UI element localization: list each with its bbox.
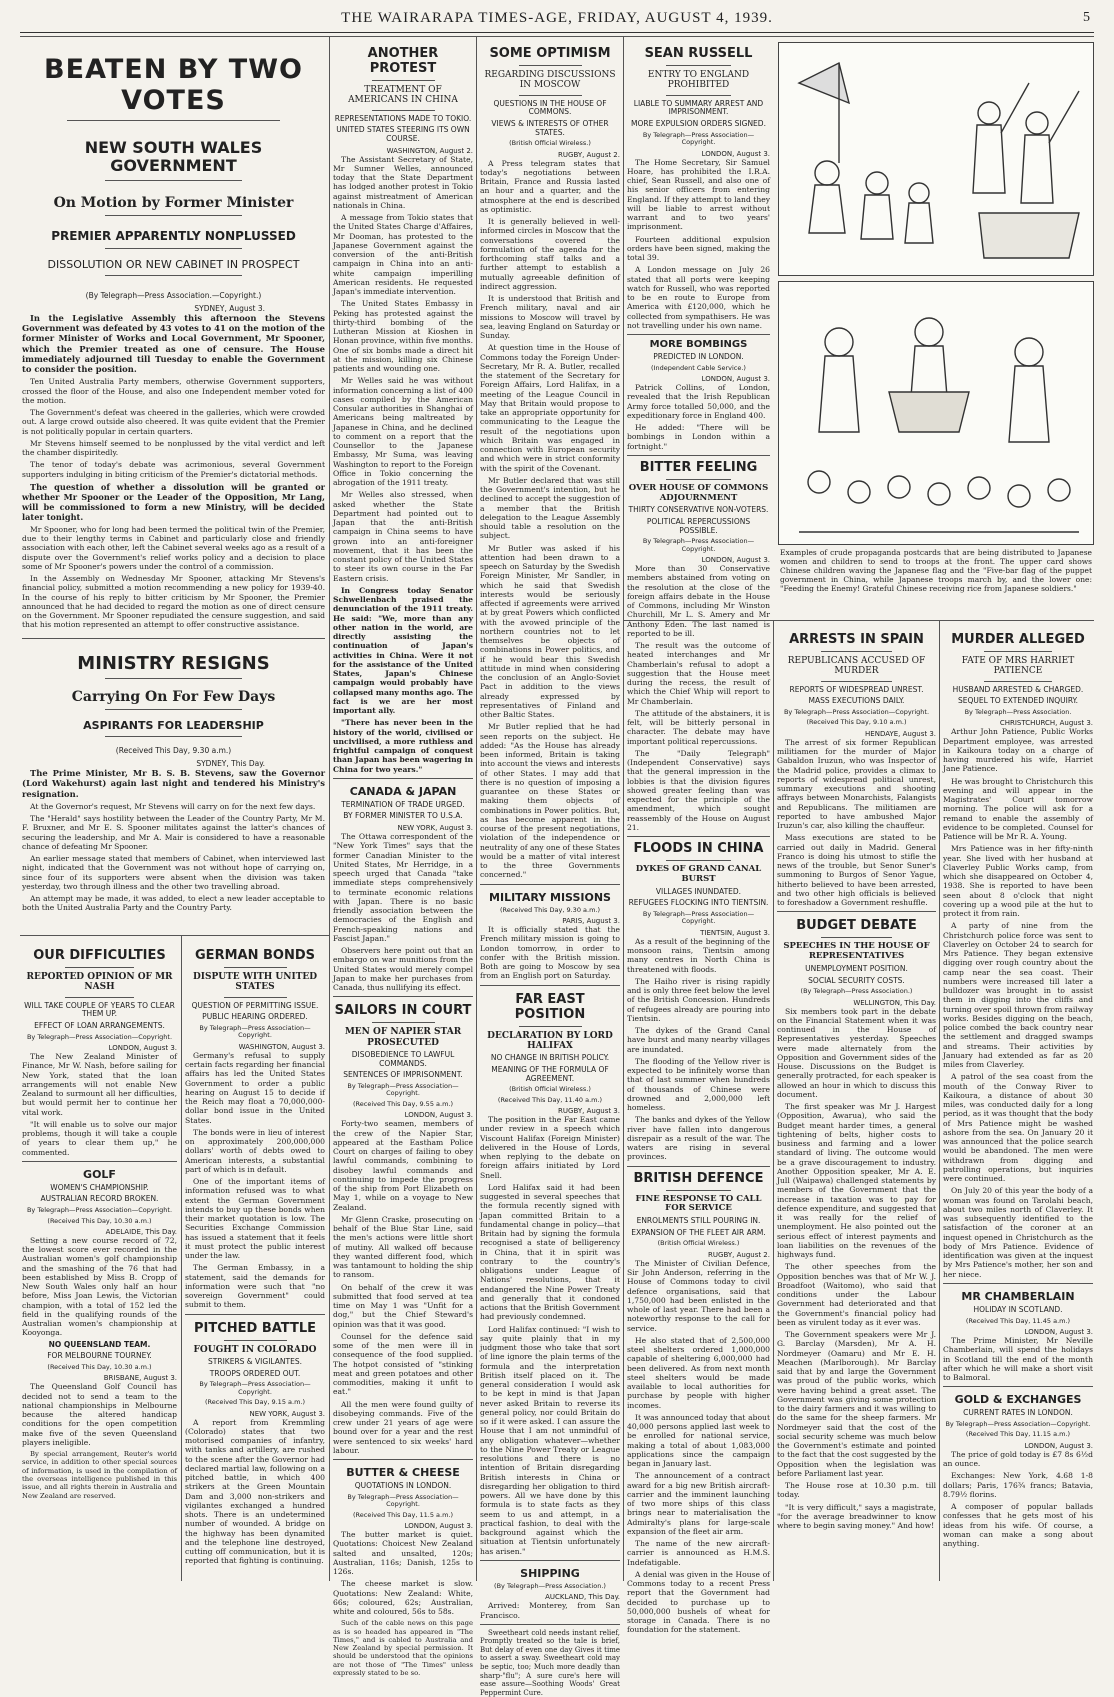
subheadline: OVER HOUSE OF COMMONS ADJOURNMENT — [628, 482, 769, 503]
subheadline: UNEMPLOYMENT POSITION. — [805, 963, 908, 973]
paragraph: The dykes of the Grand Canal have burst and many nearby villages are inundated. — [627, 1026, 770, 1054]
headline: FLOODS IN CHINA — [633, 841, 764, 857]
headline: ANOTHER PROTEST — [367, 46, 439, 76]
dateline: RUGBY, August 3. — [558, 1107, 620, 1116]
credit-line: By Telegraph—Press Association—Copyright. — [642, 130, 755, 147]
subheadline: BY FORMER MINISTER TO U.S.A. — [343, 811, 463, 821]
subheadline: FINE RESPONSE TO CALL FOR SERVICE — [635, 1193, 762, 1214]
article-sean-russell — [627, 40, 770, 1635]
subheadline: PREDICTED IN LONDON. — [653, 352, 744, 361]
paragraph: On behalf of the crew it was submitted that food served at tea time on May 1 was "Unfit for a dog," but the Chief Steward's opinion was that it was good. — [333, 1282, 473, 1329]
paragraph: Mr Butler was asked if his attention had been drawn to a speech on Saturday by the Swedish Foreign Minister, Mr Sandler, in which he said that Swedish interests would be seriously affected if agreements were arrived at by great Powers which conflicted with the avowed principle of the northern countries not to let themselves be objects of combinations in Power politics, and if he would bear this Swedish attitude in mind when considering the conclusion of an Anglo-Soviet Pact in addition to the views already expressed by representatives of Finland and other Baltic States. — [480, 543, 620, 720]
subheadline: On Motion by Former Minister — [53, 194, 294, 211]
paragraph: The Assistant Secretary of State, Mr Sumner Welles, announced today that the State Department has lodged another protest in Tokio against mistreatment of American nationals in China. — [333, 154, 473, 210]
paragraph: At question time in the House of Commons today the Foreign Under-Secretary, Mr R. A. Butler, recalled the statement of the Secretary for Foreign Affairs, Lord Halifax, in a meeting of the League Council in May that Britain would propose to take an appropriate opportunity for communicating to the League the result of the negotiations upon which Britain was engaged in connection with European security and which were in strict conformity with the spirit of the Covenant. — [480, 343, 620, 473]
dateline: SYDNEY, This Day. — [196, 759, 265, 769]
paragraph: The New Zealand Minister of Finance, Mr W. Nash, before sailing for New York, stated that the loan arrangements will not enable New Zealand to surmount all her difficulties, but would permit her to continue her vital work. — [22, 1052, 177, 1117]
headline: MR CHAMBERLAIN — [961, 1289, 1075, 1303]
subheadline: DISOBEDIENCE TO LAWFUL COMMANDS. — [351, 1050, 455, 1068]
subheadline: TROOPS ORDERED OUT. — [209, 1368, 301, 1378]
subheadline: FOR MELBOURNE TOURNEY. — [47, 1351, 152, 1361]
article-another-protest — [333, 40, 473, 1677]
cartoon-caption: Examples of crude propaganda postcards that are being distributed to Japanese women and children to send to troops at the front. The upper card shows Chinese children waving the Japanese flag and the "Five-bar flag of the puppet government in China, while Japanese troops march by, and the lower one: "Feeding the Enemy! Grateful Chinese receiving rice from Japanese soldiers." — [780, 548, 1092, 593]
credit-line: (British Official Wireless.) — [657, 1239, 740, 1248]
paragraph: The question of whether a dissolution will be granted or whether Mr Spooner or the Leader of the Opposition, Mr Lang, will be commissioned to form a new Ministry, will be decided later tonight. — [22, 481, 325, 522]
received-line: (Received This Day, 11.15 a.m.) — [965, 1430, 1071, 1439]
subheadline: QUOTATIONS IN LONDON. — [354, 1481, 452, 1491]
paragraph: It is officially stated that the French military mission is going to London tomorrow, in order to confer with the British mission. Both are going to Moscow by sea from an English port on Saturday. — [480, 925, 620, 981]
subheadline: THIRTY CONSERVATIVE NON-VOTERS. — [628, 505, 769, 515]
received-line: (Received This Day, 11.45 a.m.) — [965, 1316, 1071, 1325]
paragraph: A Press telegram states that today's negotiations between Britain, France and Russia lasted an hour and a quarter, and the atmosphere at the end is described as optimistic. — [480, 158, 620, 214]
credit-line: By Telegraph—Press Association—Copyright. — [347, 1492, 459, 1509]
headline: SAILORS IN COURT — [334, 1003, 472, 1019]
paragraph: Mrs Patience was in her fifty-ninth year. She lived with her husband at Claverley Public Works camp, from which she disappeared on October 4, 1938. She is reported to have been seen about 8 o'clock that night covering up a wood pile at the hut to protect it from rain. — [943, 844, 1093, 919]
subheadline: MEN OF NAPIER STAR PROSECUTED — [344, 1027, 462, 1048]
paragraph: Six members took part in the debate on the Financial Statement when it was continued in the House of Representatives yesterday. Speeches were made alternately from the Opposition and Government sides of the House. Discussions on the Budget is generally protracted, for each speaker is allowed an hour in which to discuss this document. — [777, 1006, 936, 1099]
subheadline: DECLARATION BY LORD HALIFAX — [487, 1030, 613, 1051]
paragraph: At the Governor's request, Mr Stevens will carry on for the next few days. — [30, 801, 316, 811]
dateline: LONDON, August 3. — [404, 1111, 473, 1120]
subheadline: TREATMENT OF AMERICANS IN CHINA — [348, 85, 458, 106]
credit-line: By Telegraph—Press Association—Copyright. — [26, 1032, 173, 1041]
headline: SHIPPING — [520, 1566, 580, 1580]
subheadline: AUSTRALIAN RECORD BROKEN. — [40, 1194, 159, 1204]
paragraph: The arrest of six former Republican militiamen for the murder of Major Gabaldon Iruzun, who was Inspector of the Madrid police, provides a climax to reports of widespread political unrest, summary executions and shooting affrays between Monarchists, Falangists and Republicans. The militiamen are reported to have ambushed Major Iruzun's car, also killing the chauffeur. — [777, 737, 936, 831]
dateline: SYDNEY, August 3. — [194, 303, 265, 313]
paragraph: Forty-two seamen, members of the crew of the Napier Star, appeared at the Eastham Police Court on charges of failing to obey lawful commands, combining to disobey lawful commands and continuing to impede the progress of the ship from Port Elizabeth on May 1, while on a voyage to New Zealand. — [333, 1119, 473, 1212]
subheadline: REFUGEES FLOCKING INTO TIENTSIN. — [628, 898, 769, 908]
subheadline: SENTENCES OF IMPRISONMENT. — [343, 1070, 463, 1080]
paragraph: The other speeches from the Opposition benches was that of Mr W. J. Broadfoot (Waitomo), who said that conditions under the Labour Government had deteriorated and that the Government's financial policy had been as virulent today as it ever was. — [777, 1262, 936, 1327]
paragraph: The tenor of today's debate was acrimonious, several Government supporters indulging in biting criticism of the Premier's dictatorial methods. — [22, 460, 325, 479]
paragraph: Mr Butler replied that he had seen reports on the subject. He added: "As the House has already been informed, Britain is taking into account the views and interests of other States. I may add that there is no question of imposing a guarantee on these States or making them objects of combinations in Power politics. But, as has become apparent in the course of the present negotiations, violation of the independence or neutrality of any one of these States would be a matter of vital interest to the three Governments concerned." — [480, 722, 620, 880]
credit-line: By Telegraph—Press Association. — [964, 707, 1072, 716]
credit-line: By Telegraph—Press Association—Copyright. — [26, 1206, 173, 1215]
subheadline: LIABLE TO SUMMARY ARREST AND IMPRISONMENT. — [633, 98, 764, 117]
subheadline: PUBLIC HEARING ORDERED. — [202, 1012, 308, 1022]
dateline: LONDON, August 3. — [1024, 1441, 1093, 1450]
paragraph: The Government's defeat was cheered in the galleries, which were crowded out. A large crowd outside also cheered. It was quite evident that the Premier is not politically popular in certain quarters. — [22, 408, 325, 436]
paragraph: The price of gold today is £7 8s 6½d an ounce. — [943, 1449, 1093, 1469]
article-our-difficulties — [22, 940, 177, 1580]
dateline: PARIS, August 3. — [562, 917, 620, 926]
headline: BITTER FEELING — [639, 459, 758, 475]
article-arrests-in-spain — [777, 624, 936, 1580]
paragraph: Arthur John Patience, Public Works Department employee, was arrested in Kaikoura today on a charge of having murdered his wife, Harriet Jane Patience. — [943, 727, 1093, 774]
credit-line: By Telegraph—Press Association—Copyright. — [199, 1380, 311, 1396]
subheadline: VILLAGES INUNDATED. — [655, 886, 742, 896]
column-rule — [329, 36, 330, 1581]
subheadline: QUESTIONS IN THE HOUSE OF COMMONS. — [493, 98, 607, 117]
paragraph: Arrived: Monterey, from San Francisco. — [480, 1601, 620, 1620]
filler-quote: "It is very difficult," says a magistrate, "for the average breadwinner to know where to begin saving money." And how! — [777, 1502, 936, 1531]
received-line: (Received This Day, 9.10 a.m.) — [806, 718, 907, 727]
masthead-title: THE WAIRARAPA TIMES-AGE, FRIDAY, AUGUST 4, 1939. — [341, 10, 773, 26]
paragraph: Mr Welles said he was without information concerning a list of 400 cases compiled by the American Consular authorities in Shanghai of Americans being maltreated by Japanese in China, and he declined to comment on a report that the Counsellor to the Japanese Embassy, Mr Suma, was leaving Washington to report to the Foreign Office in Tokio concerning the abrogation of the 1911 treaty. — [333, 376, 473, 488]
column-rule — [623, 36, 624, 1581]
paragraph: As a result of the beginning of the monsoon rains, Tientsin among many centres in North China is threatened with floods. — [627, 936, 770, 974]
subheadline: HUSBAND ARRESTED & CHARGED. — [952, 684, 1084, 694]
received-line: (Received This Day, 9.55 a.m.) — [352, 1099, 453, 1108]
subheadline: TERMINATION OF TRADE URGED. — [341, 799, 465, 809]
headline: CANADA & JAPAN — [349, 784, 457, 798]
paragraph: He was brought to Christchurch this evening and will appear in the Magistrates' Court tomorrow morning. The police will ask for a remand to enable the assembly of evidence to be completed. Counsel for Patience will be Mr R. A. Young. — [943, 776, 1093, 842]
dateline: LONDON, August 3. — [404, 1522, 473, 1531]
dateline: ADELAIDE, This Day. — [105, 1227, 177, 1236]
paragraph: Counsel for the defence said some of the men were ill in consequence of the food supplied. The hotpot consisted of "stinking meat and green potatoes and other commodities, making it unfit to eat." — [333, 1331, 473, 1397]
received-line: (Received This Day, 9.30 a.m.) — [499, 905, 600, 914]
paragraph: The result was the outcome of heated interchanges and Mr Chamberlain's refusal to adopt a suggestion that the House meet during the recess, the result of which the Chief Whip will report to Mr Chamberlain. — [627, 641, 770, 706]
subheadline: REPUBLICANS ACCUSED OF MURDER — [787, 656, 926, 677]
dateline: LONDON, August 3. — [701, 149, 770, 158]
paragraph: An earlier message stated that members of Cabinet, when interviewed last night, indicated that the Government was not without hope of carrying on, since four of its supporters were absent when the division was taken yesterday, two through illness and the other two travelling abroad. — [22, 854, 325, 891]
subheadline: REPORTED OPINION OF MR NASH — [26, 972, 173, 993]
subheadline: VIEWS & INTERESTS OF OTHER STATES. — [491, 118, 609, 137]
dateline: LONDON, August 3. — [701, 556, 770, 565]
credit-line: (By Telegraph—Press Association.—Copyright.) — [85, 291, 262, 301]
dateline: WASHINGTON, August 2. — [386, 146, 473, 155]
subheadline: REPORTS OF WIDESPREAD UNREST. — [789, 684, 924, 694]
credit-line: By Telegraph—Press Association—Copyright. — [642, 909, 755, 926]
paragraph: The "Herald" says hostility between the Leader of the Country Party, Mr M. F. Bruxner, and Mr E. S. Spooner militates against the latter's chances of securing the leadership, and Mr A. Mair is considered to have a reasonable chance of defeating Mr Spooner. — [22, 814, 325, 851]
notice: By special arrangement, Reuter's world service, in addition to other special sources of information, is used in the compilation of the overseas intelligence published in this issue, and all rights therein in Australia and New Zealand are reserved. — [22, 1450, 177, 1500]
paragraph: Mass executions are stated to be carried out daily in Madrid. General Franco is doing his utmost to stifle the news of the trouble, but Senor Suner's summoning to Burgos of Senor Yague, hitherto believed to have been arrested, and two other high officials is believed to foreshadow a Government reshuffle. — [777, 833, 936, 908]
paragraph: In Congress today Senator Schwellenbach praised the denunciation of the 1911 treaty. He said: "We, more than any other nation in the world, are directly assisting the continuation of Japan's activities in China. Were it not for the assistance of the United States, Japan's Chinese campaign would probably have collapsed many months ago. The fact is we are her most important ally. — [333, 585, 473, 716]
article-german-bonds — [185, 940, 325, 1580]
dateline: LONDON, August 3. — [701, 375, 770, 384]
paragraph: "It will enable us to solve our major problems, though it will take a couple of years to clear them up," he commented. — [22, 1119, 177, 1157]
subheadline: SOCIAL SECURITY COSTS. — [808, 975, 905, 985]
paragraph: The first speaker was Mr J. Hargest (Opposition, Awarua), who said the Budget meant harder times, a general tightening of belts, higher costs to business and farming and a lower standard of living. The outcome would be a grave discouragement to industry. Another Opposition speaker, Mr A. E. Jull (Waipawa) challenged statements by members of the Government that the increase in taxation was to pay for defence expenditure, and suggested that it was really for the relief of unemployment. He also pointed out the serious effect of interest payments and loan liabilities on the revenues of the highways fund. — [777, 1102, 936, 1260]
paragraph: The banks and dykes of the Yellow river have fallen into dangerous disrepair as a result of the war. The waters are rising in several provinces. — [627, 1115, 770, 1162]
headline: BUDGET DEBATE — [796, 918, 917, 934]
subheadline: WILL TAKE COUPLE OF YEARS TO CLEAR THEM UP. — [24, 1000, 175, 1019]
paragraph: The flooding of the Yellow river is expected to be infinitely worse than that of last summer when hundreds of thousands of Chinese were drowned and 2,000,000 left homeless. — [627, 1056, 770, 1113]
subheadline: HOLIDAY IN SCOTLAND. — [973, 1304, 1063, 1314]
paragraph: Mr Welles also stressed, when asked whether the State Department had pointed out to Japan that the anti-British campaign in China seems to have grown into an anti-foreigner movement, that it has been the constant policy of the United States to steer its own course in the Far Eastern crisis. — [333, 490, 473, 583]
paragraph: A patrol of the sea coast from the mouth of the Conway River to Kaikoura, a distance of about 30 miles, was conducted daily for a long period, as it was thought that the body of Mrs Patience might be washed ashore from the sea. On January 20 it was announced that the police search would be abandoned. The men were withdrawn from digging and patrolling operations, but inquiries were continued. — [943, 1072, 1093, 1184]
credit-line: (Independent Cable Service.) — [651, 363, 746, 372]
subheadline: Carrying On For Few Days — [71, 688, 276, 705]
column-rule — [476, 36, 477, 1581]
dateline: NEW YORK, August 3. — [397, 824, 473, 833]
paragraph: The Minister of Civilian Defence, Sir John Anderson, referring in the House of Commons today to civil defence organisations, said that 1,750,000 had been enlisted in the whole of last year. There had been a noteworthy response to the call for service. — [627, 1258, 770, 1333]
headline: MILITARY MISSIONS — [489, 890, 611, 904]
subheadline: ENROLMENTS STILL POURING IN. — [636, 1216, 761, 1226]
paragraph: The Haiho river is rising rapidly and is only three feet below the level of the British Concession. Hundreds of refugees already are pouring into Tientsin. — [627, 976, 770, 1023]
credit-line: By Telegraph—Press Association—Copyright. — [199, 1023, 311, 1040]
paragraph: The Prime Minister, Mr Neville Chamberlain, will spend the holidays in Scotland till the end of the month after which he will make a short visit to Balmoral. — [943, 1336, 1093, 1382]
column-rule — [773, 620, 774, 1581]
masthead — [20, 6, 1094, 33]
credit-line: By Telegraph—Press Association—Copyright. — [783, 707, 930, 716]
subheadline: DISSOLUTION OR NEW CABINET IN PROSPECT — [47, 257, 300, 271]
credit-line: (By Telegraph—Press Association.) — [800, 987, 913, 996]
paragraph: In the Assembly on Wednesday Mr Spooner, attacking Mr Stevens's financial policy, submitted a motion recommending a new policy for 1939-40. In the course of his reply to bitter criticism by Mr Spooner, the Premier announced that he had decided to regard the motion as one of direct censure on the Government. Mr Spooner repudiated the censure suggestion, and said that his motion represented an attempt to offer constructive assistance. — [22, 574, 325, 630]
subheadline: UNITED STATES STEERING ITS OWN COURSE. — [336, 125, 470, 143]
subheadline: ENTRY TO ENGLAND PROHIBITED — [647, 70, 750, 91]
propaganda-postcard-lower — [778, 281, 1094, 545]
paragraph: The "Daily Telegraph" (Independent Conservative) says that the general impression in the lobbies is that the division figures showed greater feeling than was expected for the principle of the amendment, which sought reassembly of the House on August 21. — [627, 748, 770, 832]
dateline: AUCKLAND, This Day. — [545, 1593, 620, 1602]
top-rule — [20, 36, 1094, 37]
subheadline: POLITICAL REPERCUSSIONS POSSIBLE. — [646, 517, 751, 535]
paragraph: The cheese market is slow. Quotations: New Zealand: White, 66s; coloured, 62s; Australian, white and coloured, 56s to 58s. — [333, 1579, 473, 1617]
paragraph: A report from Kremmling (Colorado) states that two motorised companies of infantry, with tanks and artillery, are rushed to the scene after the Governor had declared martial law, following on a pitched battle, in which 400 strikers at the Green Mountain Dam and 3,000 non-strikers and vigilantes exchanged a hundred shots. There is an undetermined number of wounded. A bridge on the highway has been dynamited and the telephone line destroyed, cutting off communication, but it is reported that fighting is continuing. — [185, 1417, 325, 1566]
cartoon-illustration-icon — [779, 282, 1093, 544]
paragraph: A denial was given in the House of Commons today to a recent Press report that the Government had decided to purchase up to 50,000,000 bushels of wheat for storage in Canada. There is no foundation for the statement. — [627, 1569, 770, 1635]
received-line: (Received This Day, 9.15 a.m.) — [204, 1398, 305, 1407]
subheadline: REPRESENTATIONS MADE TO TOKIO. — [334, 113, 472, 123]
received-line: (Received This Day, 11.40 a.m.) — [497, 1095, 603, 1104]
dateline: LONDON, August 3. — [1024, 1328, 1093, 1336]
headline: OUR DIFFICULTIES — [33, 948, 166, 963]
paragraph: Lord Halifax continued: "I wish to say quite plainly that in my judgment those who take that sort of line ignore the plain terms of the formula and the interpretation British itself placed on it. The general consideration I would ask to be kept in mind is that Japan never asked Britain to reverse its general policy, nor could Britain do so if it were asked. I can assure the House that I am not unmindful of any obligation whatever—whether to the Nine Power Treaty or League resolutions and there is no intention of Britain disregarding British interests in China or disregarding her obligation to third powers. All we have done by this formula is to state facts as they seem to us and attempt, in a practical fashion, to deal with the background against which the situation at Tientsin unfortunately has arisen." — [480, 1324, 620, 1556]
subheadline: NO CHANGE IN BRITISH POLICY. — [490, 1053, 610, 1063]
paragraph: The Ottawa correspondent of the "New York Times" says that the former Canadian Minister to the United States, Mr Herridge, in a speech urged that Canada "take immediate steps comprehensively to terminate economic relations with Japan. There is no basic friendly association between the democracies of the English and French-speaking nations and Fascist Japan." — [333, 832, 473, 943]
page-number: 5 — [1083, 10, 1090, 25]
paragraph: It is generally believed in well-informed circles in Moscow that the conversations covered the formulation of the agenda for the forthcoming staff talks and a further attempt to establish a mutually agreeable definition of indirect aggression. — [480, 217, 620, 291]
subheadline: MASS EXECUTIONS DAILY. — [808, 696, 905, 706]
lead-paragraph: In the Legislative Assembly this afternoon the Stevens Government was defeated by 43 votes to 41 on the motion of the former Minister of Works and Local Government, Mr Spooner, which the Premier treated as one of censure. The House immediately adjourned till Tuesday to enable the Government to consider the position. — [22, 312, 325, 375]
paragraph: Ten United Australia Party members, otherwise Government supporters, crossed the floor of the House, and also one Independent member voted for the motion. — [22, 377, 325, 405]
headline: GOLD & EXCHANGES — [954, 1393, 1082, 1407]
paragraph: Mr Glenn Craske, prosecuting on behalf of the Blue Star Line, said the men's actions were little short of mutiny. All walked off because they wanted different food, which was tantamount to holding the ship to ransom. — [333, 1214, 473, 1280]
column-rule — [181, 935, 182, 1581]
paragraph: "There has never been in the history of the world, civilised or uncivilised, a more ruthless and frightful campaign of conquest than Japan has been wagering in China for two years." — [333, 718, 473, 774]
subheadline: MORE EXPULSION ORDERS SIGNED. — [631, 118, 766, 128]
subheadline: QUESTION OF PERMITTING ISSUE. — [191, 1000, 319, 1010]
paragraph: The name of the new aircraft-carrier is announced as H.M.S. Indefatigable. — [627, 1539, 770, 1567]
received-line: (Received This Day, 10.30 a.m.) — [47, 1216, 152, 1225]
subheadline: STRIKERS & VIGILANTES. — [208, 1356, 302, 1366]
paragraph: Mr Butler declared that was still the Government's intention, but he declined to accept the suggestion of a member that the British delegation to the League Assembly should table a resolution on the subject. — [480, 475, 620, 541]
headline: FAR EAST POSITION — [514, 991, 586, 1022]
column-rule — [939, 620, 940, 1581]
dateline: NEW YORK, August 3. — [249, 1409, 325, 1418]
paragraph: Exchanges: New York, 4.68 1-8 dollars; Paris, 176¾ francs; Batavia, 8.79½ florins. — [943, 1471, 1093, 1499]
dateline: RUGBY, August 2. — [558, 150, 620, 159]
paragraph: The bonds were in lieu of interest on approximately 200,000,000 dollars' worth of debts owed to American interests, a substantial part of which is in default. — [185, 1127, 325, 1174]
paragraph: A London message on July 26 stated that all ports were keeping watch for Russell, who was reported to be en route to Europe from America with £120,000, which he collected from sympathisers. He was not travelling under his own name. — [627, 265, 770, 330]
subheadline: ASPIRANTS FOR LEADERSHIP — [83, 718, 264, 732]
subheadline: SEQUEL TO EXTENDED INQUIRY. — [957, 696, 1078, 706]
subheadline: DYKES OF GRAND CANAL BURST — [635, 864, 762, 884]
paragraph: The Queensland Golf Council has decided not to send a team to the national championships in Melbourne because the altered handicap conditions for the open competition make five of the seven Queensland players ineligible. — [22, 1382, 177, 1447]
subheadline: WOMEN'S CHAMPIONSHIP. — [50, 1182, 149, 1192]
article-nsw-government — [22, 40, 325, 932]
paragraph: He also stated that of 2,500,000 steel shelters ordered 1,000,000 capable of sheltering 6,000,000 had been delivered. As from next month steel shelters would be made available to local authorities for purchase by people with higher incomes. — [627, 1335, 770, 1410]
paragraph: Germany's refusal to supply certain facts regarding her financial affairs has led the United States Government to order a public hearing on August 15 to decide if the Reich may float a 70,000,000-dollar bond issue in the United States. — [185, 1050, 325, 1125]
subheadline: DISPUTE WITH UNITED STATES — [192, 972, 318, 993]
credit-line: By Telegraph—Press Association—Copyright. — [642, 537, 755, 553]
paragraph: The German Embassy, in a statement, said the demands for information were such that "no sovereign Government" could submit to them. — [185, 1263, 325, 1310]
paragraph: A party of nine from the Christchurch police force was sent to Claverley on October 24 to search for Mrs Patience. They began extensive digging over rough country about the camp near the sea coast. Their numbers were increased till later a bulldozer was brought in to assist them in digging into the cliffs and turning over spoil thrown from railway works. Besides digging on the beach, police combed the back country near the settlement and dragged swamps and streams. Their activities by January had extended as far as 20 miles from Claverley. — [943, 921, 1093, 1070]
paragraph: Fourteen additional expulsion orders have been signed, making the total 39. — [627, 234, 770, 262]
paragraph: One of the important items of information refused was to what extent the German Government intends to buy up these bonds when their market quotation is low. The Securities Exchange Commission has issued a statement that it feels it must protect the public interest under the law. — [185, 1177, 325, 1261]
paragraph: Setting a new course record of 72, the lowest score ever recorded in the Australian women's golf championship and the smashing of the 76 that had been established by Miss B. Cropp of New South Wales only half an hour before, Miss Joan Lewis, the Victorian champion, with a total of 152 led the field in the qualifying rounds of the Australian women's championship at Kooyonga. — [22, 1235, 177, 1338]
dateline: RUGBY, August 2. — [708, 1250, 770, 1259]
credit-line: (British Official Wireless.) — [509, 1085, 591, 1094]
dateline: TIENTSIN, August 3. — [700, 928, 770, 937]
paragraph: A message from Tokio states that the United States Charge d'Affaires, Mr Dooman, has protested to the Japanese Government against the conversion of the anti-British campaign in China into an anti-white campaign imperilling American residents. He requested Japan's immediate intervention. — [333, 213, 473, 297]
headline: ARRESTS IN SPAIN — [789, 632, 924, 647]
headline: MINISTRY RESIGNS — [77, 652, 270, 674]
subheadline: NEW SOUTH WALES GOVERNMENT — [84, 138, 263, 176]
subheadline: FATE OF MRS HARRIET PATIENCE — [961, 656, 1075, 677]
headline: GERMAN BONDS — [195, 948, 315, 963]
lead-paragraph: The Prime Minister, Mr B. S. B. Stevens, saw the Governor (Lord Wakehurst) again last night and tendered his Ministry's resignation. — [22, 768, 325, 799]
paragraph: The United States Embassy in Peking has protested against the thirty-third bombing of the Lutheran Mission at Kioshen in Honan province, within five months. One of six bombs made a direct hit at the mission, killing six Chinese patients and wounding one. — [333, 299, 473, 374]
headline: PITCHED BATTLE — [193, 1320, 316, 1336]
paragraph: The attitude of the abstainers, it is felt, will be bitterly personal in character. The debate may have important political repercussions. — [627, 708, 770, 746]
advertisement: Sweetheart cold needs instant relief, Promptly treated so the tale is brief, But delay of even one day Gives it time to assert a sway. Sweetheart cold may be septic, too; Much more deadly than sharp-"flu"; A sure cure's here will ease assure—Soothing Woods' Great Peppermint Cure. — [480, 1628, 620, 1697]
subheadline: PREMIER APPARENTLY NONPLUSSED — [51, 228, 296, 243]
paragraph: The Government speakers were Mr J. G. Barclay (Marsden), Mr A. H. Nordmeyer (Oamaru) and Mr E. H. Meachen (Marlborough). Mr Barclay said that by and large the Government was proud of the public works, which were having behind a great asset. The Government was giving some protection to the dairy farmers and it was willing to do the same for the sheep farmers. Mr Nordmeyer said that the cost of the social security scheme was much below the Government's estimate and pointed to the fact that the cost suggested by the Opposition when the legislation was before Parliament last year. — [777, 1330, 936, 1478]
subheadline: CURRENT RATES IN LONDON. — [963, 1408, 1073, 1418]
paragraph: All the men were found guilty of disobeying commands. Five of the crew under 21 years of age were bound over for a year and the rest were sentenced to six weeks' hard labour. — [333, 1399, 473, 1455]
paragraph: The announcement of a contract award for a big new British aircraft-carrier and the imminent launching of two more ships of this class brings near to materialisation the Admiralty's plans for large-scale expansion of the fleet air arm. — [627, 1471, 770, 1536]
headline: BRITISH DEFENCE — [633, 1170, 764, 1186]
article-murder-alleged — [943, 624, 1093, 1580]
paragraph: Mr Stevens himself seemed to be nonplussed by the vital verdict and left the chamber dispiritedly. — [22, 438, 325, 458]
received-line: (Received This Day, 10.30 a.m.) — [47, 1362, 152, 1371]
paragraph: The Home Secretary, Sir Samuel Hoare, has prohibited the I.R.A. chief, Sean Russell, and also one of his senior officers from entering England. If they attempt to land they will be liable to arrest without warrant and to two years' imprisonment. — [627, 157, 770, 232]
filler-paragraph: A composer of popular ballads confesses that he gets most of his ideas from his wife. Of course, a woman can make a song about anything. — [943, 1502, 1093, 1549]
dateline: HENDAYE, August 3. — [865, 729, 936, 738]
paragraph: Mr Spooner, who for long had been termed the political twin of the Premier, due to their lengthy terms in Cabinet and particularly close and friendly association with each other, left the Cabinet several weeks ago as a result of a dispute over the Government's relief works policy and a decision to place some of Mr Spooner's powers under the control of a commission. — [22, 524, 325, 571]
headline: BEATEN BY TWO VOTES — [44, 54, 303, 116]
dateline: WELLINGTON, This Day. — [853, 998, 936, 1007]
article-some-optimism — [480, 40, 620, 1697]
headline: BUTTER & CHEESE — [346, 1466, 460, 1480]
headline: MORE BOMBINGS — [649, 339, 748, 350]
paragraph: The House rose at 10.30 p.m. till today. — [777, 1481, 936, 1500]
paragraph: He added: "There will be bombings in London within a fortnight." — [627, 423, 770, 451]
paragraph: Observers here point out that an embargo on war munitions from the United States would merely compel Japan to make her purchases from Canada, thus nullifying its effect. — [333, 946, 473, 993]
section-rule — [20, 935, 329, 936]
subheadline: FOUGHT IN COLORADO — [193, 1344, 317, 1355]
headline: SOME OPTIMISM — [489, 46, 611, 61]
dateline: CHRISTCHURCH, August 3. — [999, 719, 1093, 728]
received-line: (Received This Day, 9.30 a.m.) — [115, 746, 232, 756]
credit-line: By Telegraph—Press Association—Copyright. — [347, 1081, 459, 1098]
subheadline: EFFECT OF LOAN ARRANGEMENTS. — [34, 1020, 165, 1030]
headline: SEAN RUSSELL — [644, 46, 753, 61]
paragraph: An attempt may be made, it was added, to elect a new leader acceptable to both the United Australia Party and the Country Party. — [22, 894, 325, 913]
paragraph: Lord Halifax said it had been suggested in several speeches that the formula recently signed with Japan committed Britain to a fundamental change in policy—that Britain had by signing the formula recognised a state of belligerency in China, that it in spirit was contrary to the country's obligations under League of Nations' resolutions, that it endangered the Nine Power Treaty and generally that it condoned actions that the British Government had previously condemned. — [480, 1182, 620, 1322]
paragraph: It is understood that British and French military, naval and air missions to Moscow will travel by sea, leaving England on Saturday or Sunday. — [480, 294, 620, 341]
propaganda-postcard-upper — [778, 42, 1094, 276]
dateline: BRISBANE, August 3. — [103, 1374, 177, 1383]
received-line: (Received This Day, 11.5 a.m.) — [352, 1510, 453, 1519]
paragraph: Patrick Collins, of London, revealed that the Irish Republican Army force totalled 50,000, and the expeditionary force in England 400. — [627, 383, 770, 420]
headline: MURDER ALLEGED — [951, 632, 1085, 647]
subheadline: REGARDING DISCUSSIONS IN MOSCOW — [484, 70, 616, 91]
paragraph: It was announced today that about 40,000 persons applied last week to be enrolled for national service, making a total of about 1,083,000 applications since the campaign began in January last. — [627, 1412, 770, 1469]
paragraph: The butter market is quiet. Quotations: Choicest New Zealand salted and unsalted, 120s; Australian, 116s; Danish, 125s to 126s. — [333, 1530, 473, 1577]
dateline: WASHINGTON, August 3. — [238, 1042, 325, 1051]
paragraph: The position in the Far East came under review in a speech which Viscount Halifax (Foreign Minister) delivered in the House of Lords, when replying to the debate on foreign affairs initiated by Lord Snell. — [480, 1115, 620, 1180]
paragraph: More than 30 Conservative members abstained from voting on the resolution at the close of the foreign affairs debate in the House of Commons, including Mr Winston Churchill, Mr L. S. Amery and Mr Anthony Eden. The last named is reported to be ill. — [627, 564, 770, 638]
headline: GOLF — [83, 1167, 116, 1181]
credit-line: (By Telegraph—Press Association.) — [494, 1581, 606, 1590]
dateline: LONDON, August 3. — [108, 1044, 177, 1053]
credit-line: (British Official Wireless.) — [509, 139, 591, 148]
paragraph: On July 20 of this year the body of a woman was found on Tarolahi beach, about two miles north of Claverley. It was subsequently identified to the satisfaction of the coroner at an inquest opened in Christchurch as the body of Mrs Patience. Evidence of identification was given at the inquest by Mrs Patience's mother, her son and her niece. — [943, 1186, 1093, 1279]
subheadline: EXPANSION OF THE FLEET AIR ARM. — [631, 1227, 766, 1237]
credit-line: By Telegraph—Press Association—Copyright. — [945, 1419, 1091, 1428]
notice: Such of the cable news on this page as is so headed has appeared in "The Times," and is cabled to Australia and New Zealand by special permission. It should be understood that the opinions are not those of "The Times" unless expressly stated to be so. — [333, 1619, 473, 1677]
cartoon-illustration-icon — [779, 43, 1093, 275]
subheadline: SPEECHES IN THE HOUSE OF REPRESENTATIVES — [783, 941, 930, 962]
subheadline: NO QUEENSLAND TEAM. — [48, 1339, 151, 1349]
subheadline: MEANING OF THE FORMULA OF AGREEMENT. — [491, 1064, 609, 1083]
